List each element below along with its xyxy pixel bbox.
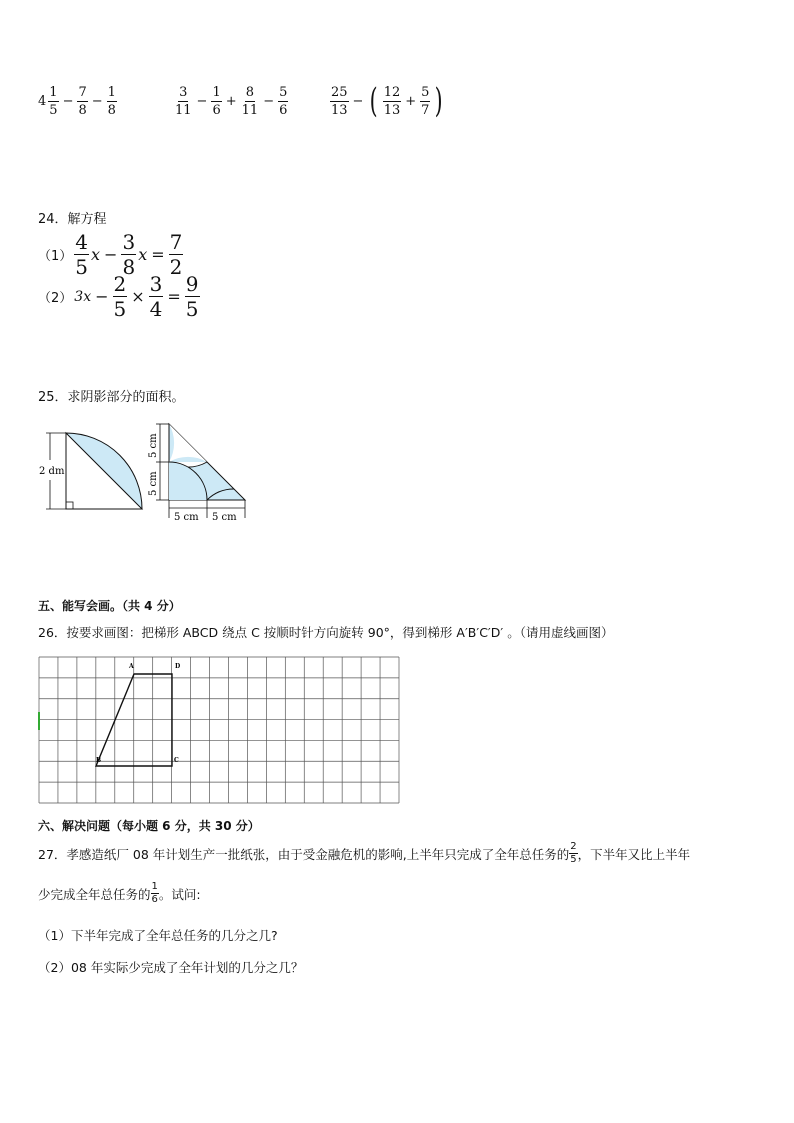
grid-lines bbox=[39, 657, 399, 803]
variable: x bbox=[138, 245, 148, 264]
q27-line-2 bbox=[38, 882, 201, 905]
fraction: $\frac{8}{11}$ bbox=[241, 85, 259, 118]
fraction: $\frac{12}{13}$ bbox=[383, 84, 401, 118]
q25-title: 25．求阴影部分的面积。 bbox=[38, 390, 185, 405]
figure-quarter-circle bbox=[39, 433, 142, 509]
dimension-label-bottom-left: 5 cm bbox=[174, 512, 199, 523]
fraction: $\frac{7}{8}$ bbox=[78, 85, 87, 118]
point-label-c: C bbox=[174, 757, 179, 764]
figure-triangle-arcs bbox=[148, 424, 245, 523]
operator: − bbox=[104, 245, 118, 264]
equation-label: （2） bbox=[38, 291, 73, 306]
point-label-a: A bbox=[129, 663, 134, 670]
shaded-area-figures bbox=[36, 418, 266, 524]
fraction: $\frac{1}{6}$ bbox=[151, 881, 158, 905]
equals: = bbox=[151, 245, 165, 264]
fraction: $\frac{1}{8}$ bbox=[107, 85, 116, 118]
operator: + bbox=[225, 94, 237, 109]
dimension-label-2dm: 2 dm bbox=[39, 466, 65, 477]
equals: = bbox=[167, 287, 181, 306]
fraction: $\frac{2}{5}$ bbox=[113, 272, 127, 321]
q26-text: 26．按要求画图：把梯形 ABCD 绕点 C 按顺时针方向旋转 90°，得到梯形 A′B′C′D′ 。（请用虚线画图） bbox=[38, 625, 614, 640]
expression-1 bbox=[38, 86, 117, 117]
fraction: $\frac{5}{7}$ bbox=[421, 84, 430, 118]
dimension-label-top: 5 cm bbox=[148, 433, 159, 458]
fraction: $\frac{1}{5}$ bbox=[49, 85, 58, 118]
q24-title: 24．解方程 bbox=[38, 212, 107, 227]
dimension-label-bottom-right: 5 cm bbox=[212, 512, 237, 523]
equation-2 bbox=[38, 274, 200, 319]
q27-text-d: 。试问: bbox=[158, 886, 201, 902]
q27-line-1 bbox=[38, 842, 690, 865]
fraction: $\frac{3}{4}$ bbox=[149, 272, 163, 321]
variable: x bbox=[91, 245, 101, 264]
q27-sub-2: （2）08 年实际少完成了全年计划的几分之几？ bbox=[38, 960, 304, 975]
fraction: $\frac{9}{5}$ bbox=[185, 272, 199, 321]
fraction: $\frac{25}{13}$ bbox=[331, 84, 348, 118]
point-label-b: B bbox=[96, 757, 102, 764]
times: × bbox=[131, 287, 145, 306]
right-paren: ) bbox=[435, 81, 444, 121]
expression-2 bbox=[174, 86, 288, 117]
expression-3 bbox=[330, 81, 446, 121]
drawing-grid bbox=[38, 656, 400, 804]
q27-text-c: 少完成全年总任务的 bbox=[38, 886, 151, 902]
section-5-title: 五、能写会画。（共 4 分） bbox=[38, 599, 181, 613]
point-label-d: D bbox=[175, 663, 181, 670]
whole-part: 4 bbox=[38, 94, 47, 109]
fraction: $\frac{4}{5}$ bbox=[75, 230, 89, 279]
fraction: $\frac{3}{11}$ bbox=[175, 85, 192, 118]
fraction: $\frac{3}{8}$ bbox=[122, 230, 136, 279]
q27-text-b: ，下半年又比上半年 bbox=[577, 846, 691, 862]
fraction: $\frac{2}{5}$ bbox=[570, 841, 577, 865]
operator: − bbox=[62, 94, 74, 109]
equation-label: （1） bbox=[38, 249, 73, 264]
q27-text-a: 27．孝感造纸厂 08 年计划生产一批纸张，由于受金融危机的影响,上半年只完成了全年总任务的 bbox=[38, 846, 570, 862]
operator: + bbox=[405, 93, 417, 109]
fraction: $\frac{5}{6}$ bbox=[279, 85, 288, 118]
grid-edge-marker bbox=[38, 712, 40, 730]
operator: − bbox=[95, 287, 109, 306]
fraction: $\frac{7}{2}$ bbox=[169, 230, 183, 279]
section-6-title: 六、解决问题（每小题 6 分，共 30 分） bbox=[38, 819, 260, 833]
fraction: $\frac{1}{6}$ bbox=[212, 85, 221, 118]
term: 3x bbox=[74, 288, 92, 305]
q27-sub-1: （1）下半年完成了全年总任务的几分之几? bbox=[38, 928, 278, 943]
equation-1 bbox=[38, 232, 183, 277]
operator: − bbox=[91, 94, 103, 109]
operator: − bbox=[263, 94, 275, 109]
operator: − bbox=[352, 93, 364, 109]
operator: − bbox=[196, 94, 208, 109]
left-paren: ( bbox=[370, 81, 379, 121]
dimension-label-mid: 5 cm bbox=[148, 471, 159, 496]
